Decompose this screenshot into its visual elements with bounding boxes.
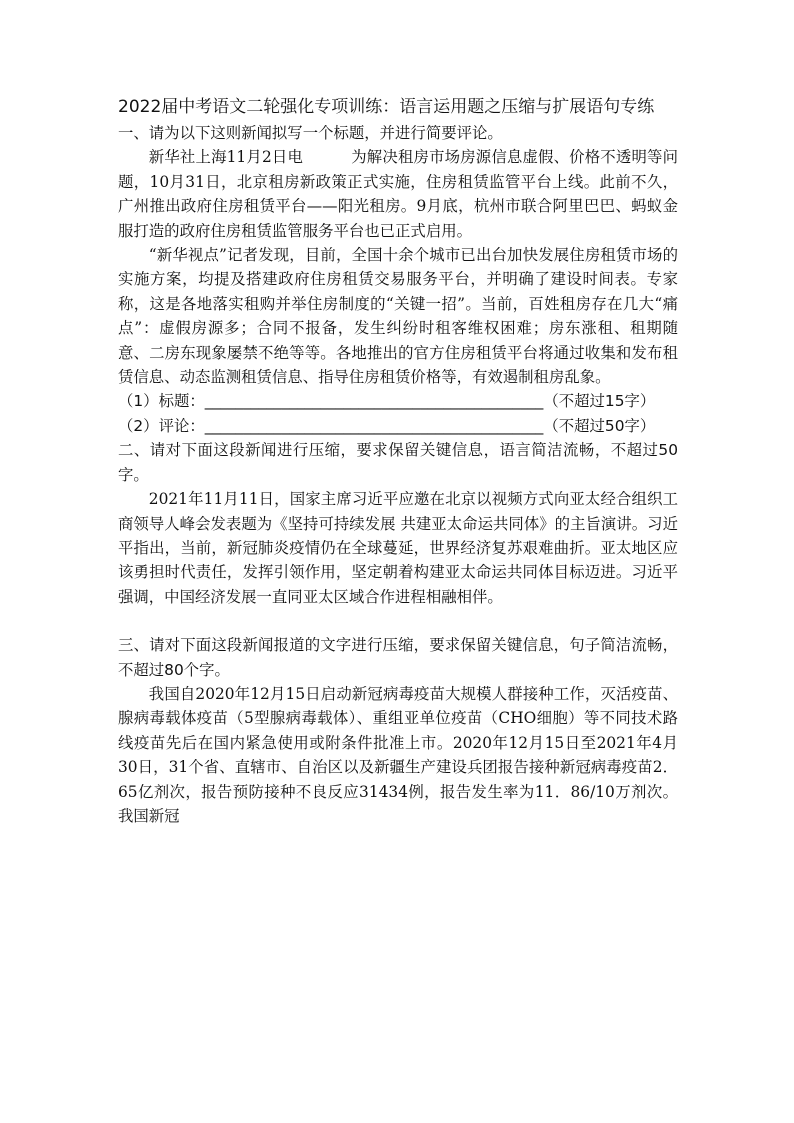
question-1-paragraph-2: “新华视点”记者发现，目前，全国十余个城市已出台加快发展住房租赁市场的实施方案，均提及搭建政府住房租赁交易服务平台，并明确了建设时间表。专家称，这是各地落实租购并举住房制度的“关键一招”。当前，百姓租房存在几大“痛点”：虚假房源多；合同不报备，发生纠纷时租客维权困难；房东涨租、租期随意、二房东现象屡禁不绝等等。各地推出的官方住房租赁平台将通过收集和发布租赁信息、动态监测租赁信息、指导住房租赁价格等，有效遏制租房乱象。 <box>118 246 678 387</box>
answer-title-line: （1）标题：____________________________________________（不超过15字） <box>118 392 656 411</box>
answer-comment-line: （2）评论：____________________________________________（不超过50字） <box>118 416 656 435</box>
question-3-paragraph: 我国自2020年12月15日启动新冠病毒疫苗大规模人群接种工作，灭活疫苗、腺病毒载体疫苗（5型腺病毒载体）、重组亚单位疫苗（CHO细胞）等不同技术路线疫苗先后在国内紧急使用或附条件批准上市。2020年12月15日至2021年4月30日，31个省、直辖市、自治区以及新疆生产建设兵团报告接种新冠病毒疫苗2．65亿剂次，报告预防接种不良反应31434例，报告发生率为11．86/10万剂次。我国新冠 <box>118 684 678 825</box>
question-2-prompt: 二、请对下面这段新闻进行压缩，要求保留关键信息，语言简洁流畅，不超过50字。 <box>118 441 678 484</box>
section-gap <box>118 609 678 633</box>
document-title: 2022届中考语文二轮强化专项训练：语言运用题之压缩与扩展语句专练 <box>118 97 655 117</box>
question-2-paragraph: 2021年11月11日，国家主席习近平应邀在北京以视频方式向亚太经合组织工商领导人峰会发表题为《坚持可持续发展 共建亚太命运共同体》的主旨演讲。习近平指出，当前，新冠肺炎疫情仍在全球蔓延，世界经济复苏艰难曲折。亚太地区应该勇担时代责任，发挥引领作用，坚定朝着构建亚太命运共同体目标迈进。习近平强调，中国经济发展一直同亚太区域合作进程相融相伴。 <box>118 490 678 606</box>
question-1-paragraph-1 <box>118 145 678 243</box>
question-1-prompt: 一、请为以下这则新闻拟写一个标题，并进行简要评论。 <box>118 124 503 142</box>
news-dateline: 新华社上海11月2日电 <box>148 148 304 167</box>
news-body-1: 为解决租房市场房源信息虚假、价格不透明等问题，10月31日，北京租房新政策正式实施，住房租赁监管平台上线。此前不久，广州推出政府住房租赁平台——阳光租房。9月底，杭州市联合阿里巴巴、蚂蚁金服打造的政府住房租赁监管服务平台也已正式启用。 <box>118 148 678 240</box>
document-page <box>118 94 678 828</box>
question-3-prompt: 三、请对下面这段新闻报道的文字进行压缩，要求保留关键信息，句子简洁流畅，不超过80个字。 <box>118 636 678 679</box>
